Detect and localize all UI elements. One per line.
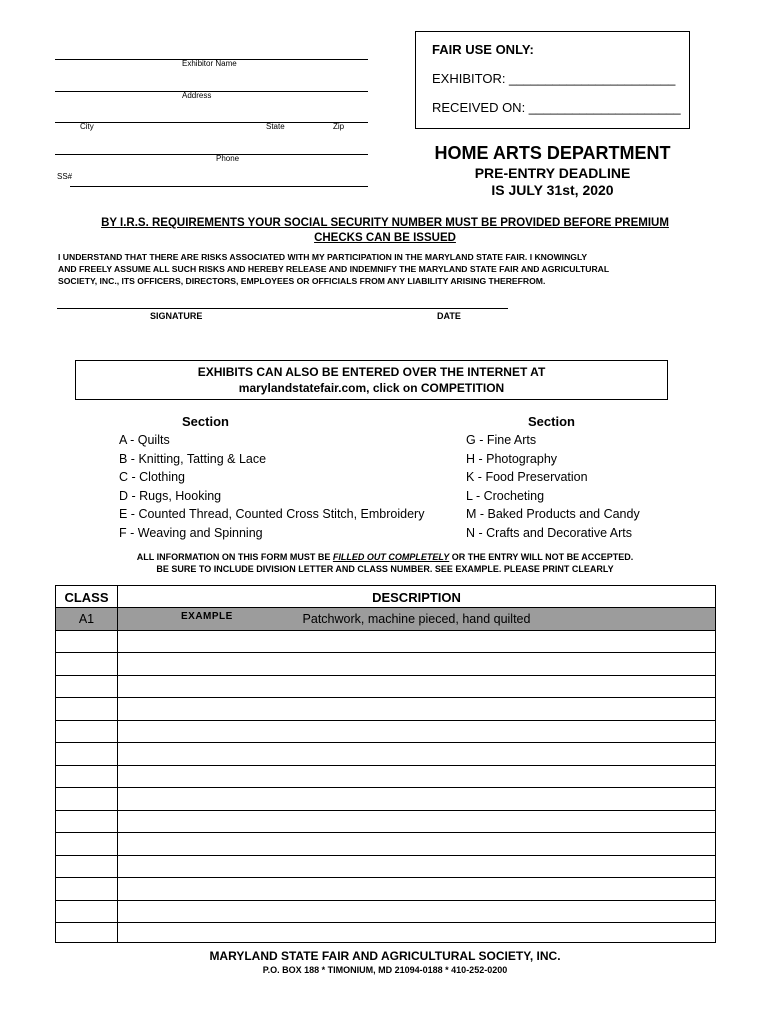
table-row[interactable] <box>56 653 715 676</box>
table-row[interactable] <box>56 833 715 856</box>
section-item: G - Fine Arts <box>466 433 537 447</box>
example-class: A1 <box>78 612 95 626</box>
instructions-line-1-post: OR THE ENTRY WILL NOT BE ACCEPTED. <box>449 552 634 562</box>
waiver-line-1: I UNDERSTAND THAT THERE ARE RISKS ASSOCIATED WITH MY PARTICIPATION IN THE MARYLAND STATE FAIR. I KNOWINGLY <box>58 252 588 262</box>
date-label: DATE <box>437 311 461 321</box>
instructions <box>40 551 730 575</box>
signature-label: SIGNATURE <box>150 311 203 321</box>
internet-notice-line-1: EXHIBITS CAN ALSO BE ENTERED OVER THE INTERNET AT <box>197 365 546 379</box>
footer-address: P.O. BOX 188 * TIMONIUM, MD 21094-0188 * 410-252-0200 <box>262 965 508 975</box>
example-row <box>56 608 715 631</box>
exhibitor-name-label: Exhibitor Name <box>182 59 237 68</box>
table-row[interactable] <box>56 631 715 654</box>
section-heading-right: Section <box>528 414 575 429</box>
section-item: L - Crocheting <box>466 488 545 503</box>
zip-label: Zip <box>333 122 345 131</box>
phone-label: Phone <box>216 154 240 163</box>
column-header-class: CLASS <box>64 590 109 605</box>
section-list-right <box>466 431 640 543</box>
instructions-line-2: BE SURE TO INCLUDE DIVISION LETTER AND CLASS NUMBER. SEE EXAMPLE. PLEASE PRINT CLEARLY <box>156 564 614 574</box>
city-state-zip-line[interactable] <box>55 122 368 123</box>
section-item: D - Rugs, Hooking <box>119 488 222 503</box>
example-description: Patchwork, machine pieced, hand quilted <box>302 612 531 626</box>
footer-organization: MARYLAND STATE FAIR AND AGRICULTURAL SOCIETY, INC. <box>209 949 561 963</box>
column-divider <box>117 586 118 942</box>
fair-use-box <box>415 31 690 129</box>
fair-use-received: RECEIVED ON: _____________________ <box>432 100 681 115</box>
table-row[interactable] <box>56 878 715 901</box>
state-label: State <box>266 122 285 131</box>
table-row[interactable] <box>56 676 715 699</box>
table-row[interactable] <box>56 811 715 834</box>
section-item: A - Quilts <box>119 433 170 447</box>
irs-notice-line-2: CHECKS CAN BE ISSUED <box>314 232 456 244</box>
city-label: City <box>80 122 94 131</box>
table-row[interactable] <box>56 788 715 811</box>
column-header-description: DESCRIPTION <box>372 590 461 605</box>
ss-label: SS# <box>57 172 73 181</box>
entry-table <box>55 585 716 943</box>
deadline-line-1: PRE-ENTRY DEADLINE <box>474 165 631 181</box>
department-title: HOME ARTS DEPARTMENT <box>434 143 671 163</box>
section-heading-left: Section <box>182 414 229 429</box>
table-row[interactable] <box>56 856 715 879</box>
section-item: E - Counted Thread, Counted Cross Stitch, Embroidery <box>119 507 425 522</box>
internet-notice-line-2: marylandstatefair.com, click on COMPETITION <box>238 381 505 395</box>
section-item: F - Weaving and Spinning <box>119 525 263 540</box>
section-item: C - Clothing <box>119 470 185 485</box>
waiver-line-3: SOCIETY, INC., ITS OFFICERS, DIRECTORS, EMPLOYEES OR OFFICIALS FROM ANY LIABILITY ARISING THEREFROM. <box>58 276 546 286</box>
irs-notice-line-1: BY I.R.S. REQUIREMENTS YOUR SOCIAL SECURITY NUMBER MUST BE PROVIDED BEFORE PREMIUM <box>101 217 669 229</box>
section-item: K - Food Preservation <box>466 470 588 485</box>
table-row[interactable] <box>56 721 715 744</box>
table-row[interactable] <box>56 901 715 924</box>
address-line[interactable] <box>55 91 368 92</box>
section-list-left <box>119 431 424 543</box>
section-item: H - Photography <box>466 451 558 466</box>
instructions-line-1-pre: ALL INFORMATION ON THIS FORM MUST BE <box>136 552 333 562</box>
phone-line[interactable] <box>55 154 368 155</box>
internet-notice-box <box>75 360 668 400</box>
deadline-line-2: IS JULY 31st, 2020 <box>491 182 614 198</box>
table-row[interactable] <box>56 743 715 766</box>
ss-line[interactable] <box>70 186 368 187</box>
section-item: B - Knitting, Tatting & Lace <box>119 451 267 466</box>
fair-use-title: FAIR USE ONLY: <box>432 42 534 57</box>
table-header <box>56 586 715 608</box>
irs-notice <box>50 216 720 246</box>
signature-date-line[interactable] <box>57 308 508 309</box>
fair-use-exhibitor: EXHIBITOR: _______________________ <box>432 71 676 86</box>
address-label: Address <box>182 91 212 100</box>
example-tag: EXAMPLE <box>181 611 233 622</box>
section-item: N - Crafts and Decorative Arts <box>466 525 633 540</box>
waiver-line-2: AND FREELY ASSUME ALL SUCH RISKS AND HEREBY RELEASE AND INDEMNIFY THE MARYLAND STATE FAIR AND AGRICULTURAL <box>58 264 610 274</box>
instructions-line-1-emphasis: FILLED OUT COMPLETELY <box>332 552 450 562</box>
section-item: M - Baked Products and Candy <box>466 507 640 522</box>
table-row[interactable] <box>56 766 715 789</box>
instructions-line-1 <box>40 551 730 563</box>
waiver-text <box>58 251 718 287</box>
table-row[interactable] <box>56 698 715 721</box>
